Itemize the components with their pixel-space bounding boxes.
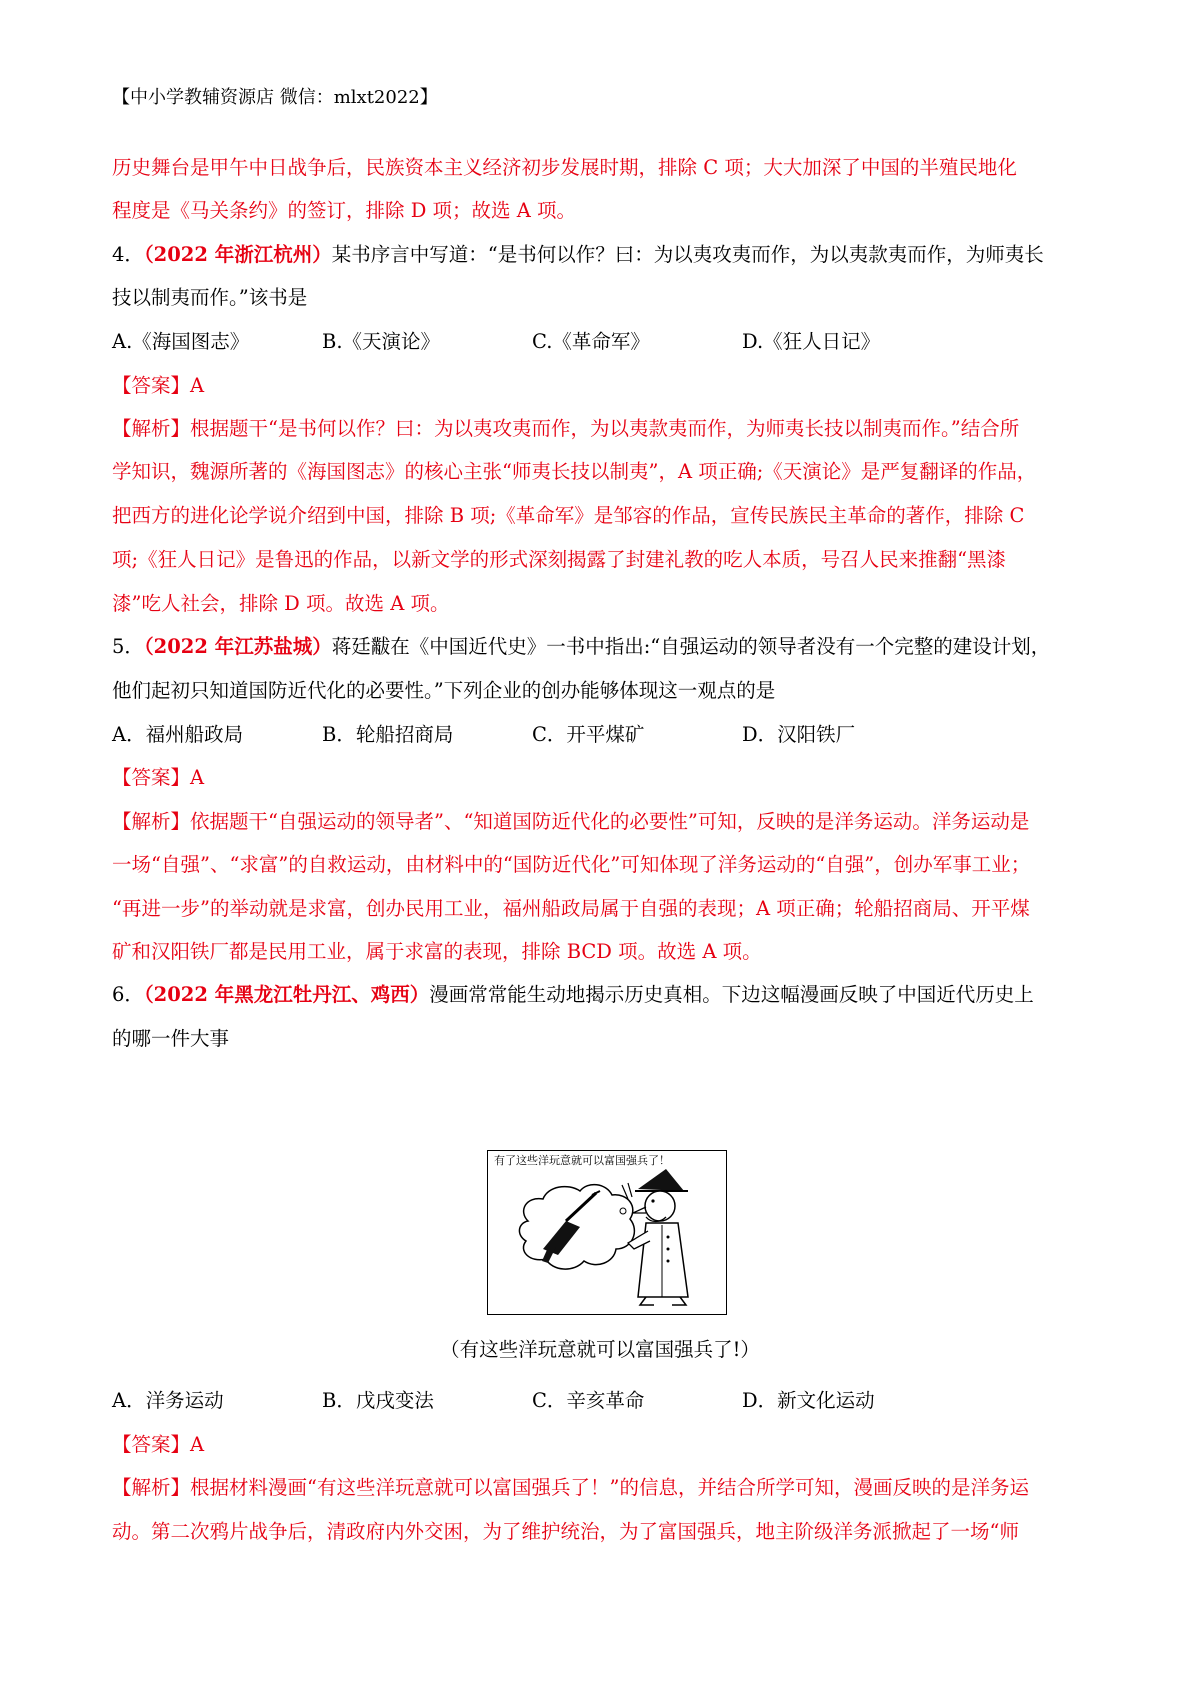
q5-analysis-line-1 bbox=[112, 807, 1102, 837]
cartoon-image bbox=[487, 1150, 727, 1315]
q6-options bbox=[112, 1386, 1102, 1416]
q4-analysis-line-2: 学知识，魏源所著的《海国图志》的核心主张“师夷长技以制夷”，A 项正确;《天演论》是严复翻译的作品， bbox=[112, 460, 1037, 483]
q4-answer-value: A bbox=[190, 374, 205, 397]
q5-option-d: D．汉阳铁厂 bbox=[742, 723, 856, 746]
q6-stem-line-2: 的哪一件大事 bbox=[112, 1027, 230, 1050]
q5-answer-value: A bbox=[190, 766, 205, 789]
q6-answer-label: 【答案】 bbox=[112, 1433, 191, 1456]
q4-analysis-text-1: 根据题干“是书何以作？曰：为以夷攻夷而作，为以夷款夷而作，为师夷长技以制夷而作。”结合所 bbox=[190, 417, 1020, 440]
q5-stem-line-1 bbox=[112, 632, 1102, 662]
q4-analysis-line-3: 把西方的进化论学说介绍到中国，排除 B 项;《革命军》是邹容的作品，宣传民族民主革命的著作，排除 C bbox=[112, 504, 1025, 527]
cartoon-drawing bbox=[488, 1151, 725, 1313]
q6-analysis-line-1 bbox=[112, 1473, 1102, 1503]
q4-stem-text-1: 某书序言中写道：“是书何以作？曰：为以夷攻夷而作，为以夷款夷而作，为师夷长 bbox=[331, 243, 1044, 266]
q6-analysis-label: 【解析】 bbox=[112, 1476, 191, 1499]
q6-answer bbox=[112, 1430, 1102, 1460]
q4-answer-label: 【答案】 bbox=[112, 374, 191, 397]
intro-line-2: 程度是《马关条约》的签订，排除 D 项；故选 A 项。 bbox=[112, 199, 577, 222]
q5-option-b: B．轮船招商局 bbox=[322, 723, 454, 746]
q5-analysis-text-1: 依据题干“自强运动的领导者”、“知道国防近代化的必要性”可知，反映的是洋务运动。洋务运动是 bbox=[190, 810, 1030, 833]
q5-analysis-label: 【解析】 bbox=[112, 810, 191, 833]
q6-stem-text-1: 漫画常常能生动地揭示历史真相。下边这幅漫画反映了中国近代历史上 bbox=[429, 983, 1034, 1006]
q4-number: 4． bbox=[112, 243, 144, 266]
q4-option-b: B.《天演论》 bbox=[322, 330, 441, 353]
q4-source: （2022 年浙江杭州） bbox=[143, 243, 332, 266]
q6-analysis-line-2: 动。第二次鸦片战争后，清政府内外交困，为了维护统治，为了富国强兵，地主阶级洋务派掀起了一场“师 bbox=[112, 1520, 1019, 1543]
q5-source: （2022 年江苏盐城） bbox=[143, 635, 332, 658]
q6-option-a: A．洋务运动 bbox=[112, 1389, 224, 1412]
q6-option-b: B．戊戌变法 bbox=[322, 1389, 434, 1412]
q5-options bbox=[112, 720, 1102, 750]
q4-analysis-line-4: 项;《狂人日记》是鲁迅的作品，以新文学的形式深刻揭露了封建礼教的吃人本质，号召人民来推翻“黑漆 bbox=[112, 548, 1007, 571]
q4-option-a: A.《海国图志》 bbox=[112, 330, 250, 353]
q5-number: 5． bbox=[112, 635, 144, 658]
q4-analysis-label: 【解析】 bbox=[112, 417, 191, 440]
q4-analysis-line-1 bbox=[112, 414, 1102, 444]
q6-option-d: D．新文化运动 bbox=[742, 1389, 875, 1412]
q4-options bbox=[112, 327, 1102, 357]
q4-stem-line-1 bbox=[112, 240, 1102, 270]
q5-stem-text-1: 蒋廷黻在《中国近代史》一书中指出:“自强运动的领导者没有一个完整的建设计划， bbox=[331, 635, 1051, 658]
q4-answer bbox=[112, 371, 1102, 401]
q6-analysis-text-1: 根据材料漫画“有这些洋玩意就可以富国强兵了！”的信息，并结合所学可知，漫画反映的是洋务运 bbox=[190, 1476, 1029, 1499]
q5-option-c: C．开平煤矿 bbox=[532, 723, 645, 746]
cartoon-speech-text: 有了这些洋玩意就可以富国强兵了！ bbox=[494, 1154, 670, 1167]
q5-analysis-line-3: “再进一步”的举动就是求富，创办民用工业，福州船政局属于自强的表现；A 项正确；轮船招商局、开平煤 bbox=[112, 897, 1030, 920]
q4-stem-line-2: 技以制夷而作。”该书是 bbox=[112, 286, 308, 309]
q5-option-a: A．福州船政局 bbox=[112, 723, 244, 746]
q5-analysis-line-4: 矿和汉阳铁厂都是民用工业，属于求富的表现，排除 BCD 项。故选 A 项。 bbox=[112, 940, 762, 963]
intro-line-1: 历史舞台是甲午中日战争后，民族资本主义经济初步发展时期，排除 C 项；大大加深了中国的半殖民地化 bbox=[112, 156, 1017, 179]
q5-answer-label: 【答案】 bbox=[112, 766, 191, 789]
q4-option-d: D.《狂人日记》 bbox=[742, 330, 881, 353]
q6-option-c: C．辛亥革命 bbox=[532, 1389, 645, 1412]
q4-option-c: C.《革命军》 bbox=[532, 330, 650, 353]
q6-answer-value: A bbox=[190, 1433, 205, 1456]
q6-stem-line-1 bbox=[112, 980, 1102, 1010]
q6-number: 6． bbox=[112, 983, 144, 1006]
q5-answer bbox=[112, 763, 1102, 793]
q6-source: （2022 年黑龙江牡丹江、鸡西） bbox=[143, 983, 430, 1006]
page-header: 【中小学教辅资源店 微信：mlxt2022】 bbox=[112, 87, 438, 108]
cartoon-caption: （有这些洋玩意就可以富国强兵了!） bbox=[440, 1338, 760, 1361]
q5-stem-line-2: 他们起初只知道国防近代化的必要性。”下列企业的创办能够体现这一观点的是 bbox=[112, 679, 776, 702]
q5-analysis-line-2: 一场“自强”、“求富”的自救运动，由材料中的“国防近代化”可知体现了洋务运动的“自强”，创办军事工业； bbox=[112, 853, 1031, 876]
q4-analysis-line-5: 漆”吃人社会，排除 D 项。故选 A 项。 bbox=[112, 592, 450, 615]
